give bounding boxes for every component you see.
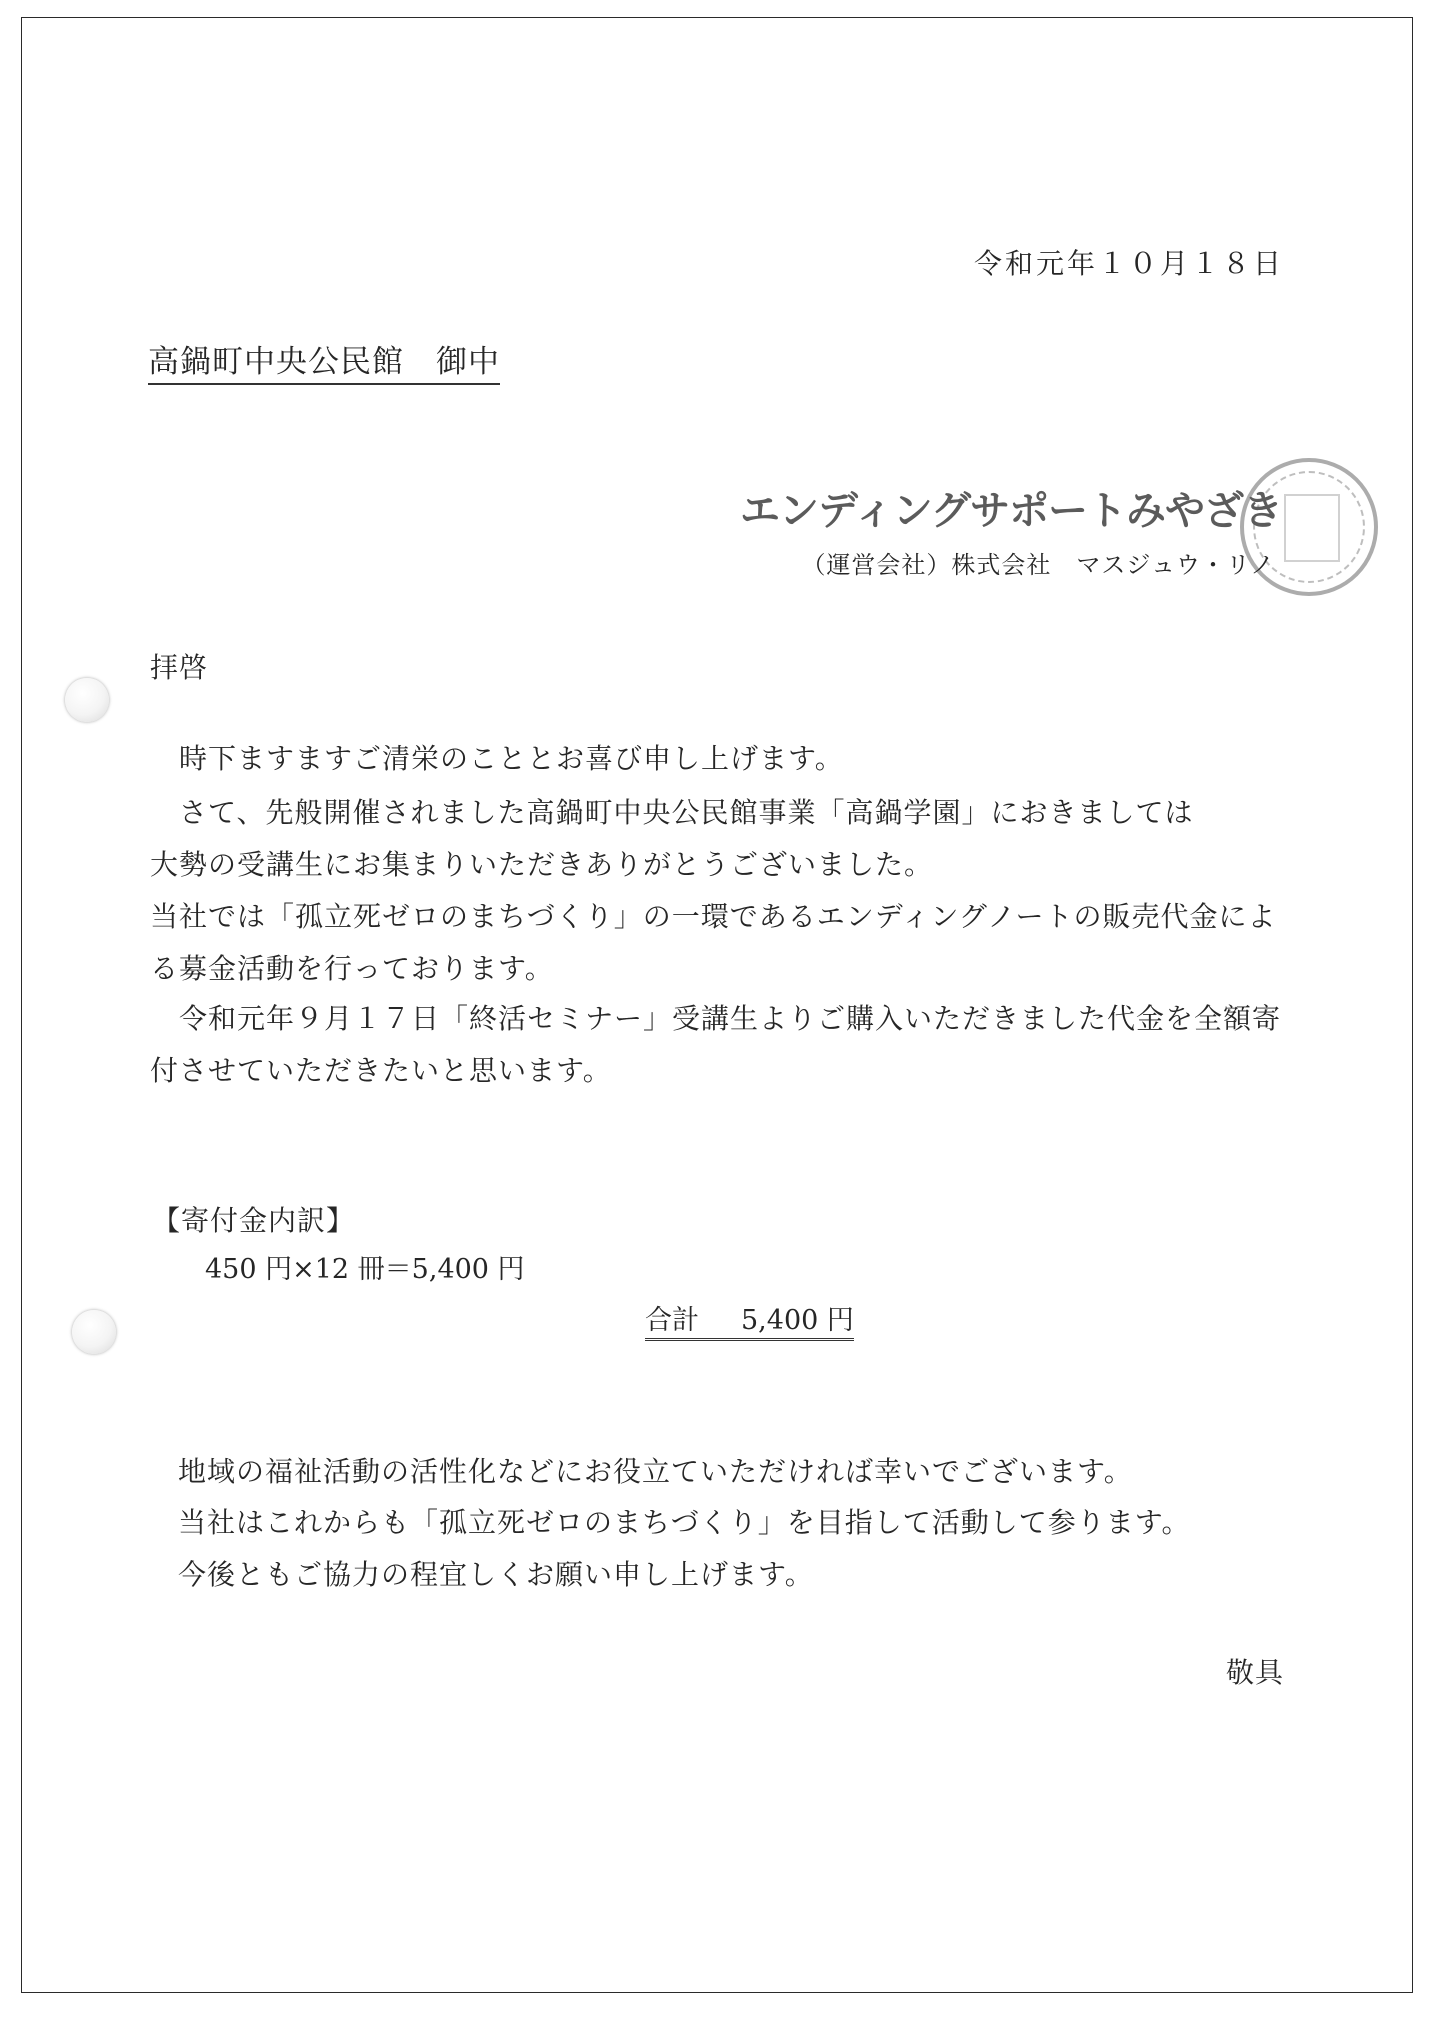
donation-breakdown: 450 円×12 冊＝5,400 円 <box>205 1254 525 1285</box>
company-name: エンディングサポートみやざき <box>740 488 1282 534</box>
body-line: る募金活動を行っております。 <box>150 952 554 985</box>
total-value: 5,400 円 <box>741 1305 854 1336</box>
punch-hole-bottom <box>72 1310 116 1354</box>
body-line: 時下ますますご清栄のこととお喜び申し上げます。 <box>150 742 844 775</box>
body-line: 大勢の受講生にお集まりいただきありがとうございました。 <box>150 848 934 881</box>
addressee: 高鍋町中央公民館 御中 <box>148 347 500 385</box>
sign-off: 敬具 <box>1225 1656 1284 1689</box>
body-line: さて、先般開催されました高鍋町中央公民館事業「高鍋学園」におきましては <box>150 796 1194 829</box>
letter-date: 令和元年１０月１８日 <box>973 247 1284 280</box>
closing-line: 今後ともご協力の程宜しくお願い申し上げます。 <box>178 1558 814 1591</box>
donation-heading: 【寄付金内訳】 <box>152 1204 356 1237</box>
donation-total <box>645 1307 854 1341</box>
total-label: 合計 <box>645 1305 699 1336</box>
body-line: 付させていただきたいと思います。 <box>150 1054 612 1087</box>
company-subtitle: （運営会社）株式会社 マスジュウ・リノ <box>801 551 1275 579</box>
salutation: 拝啓 <box>150 651 209 684</box>
closing-line: 当社はこれからも「孤立死ゼロのまちづくり」を目指して活動して参ります。 <box>178 1506 1191 1539</box>
punch-hole-top <box>65 678 109 722</box>
body-line: 当社では「孤立死ゼロのまちづくり」の一環であるエンディングノートの販売代金によ <box>150 900 1277 933</box>
closing-line: 地域の福祉活動の活性化などにお役立ていただければ幸いでございます。 <box>178 1455 1133 1488</box>
body-line: 令和元年９月１７日「終活セミナー」受講生よりご購入いただきました代金を全額寄 <box>150 1002 1282 1035</box>
